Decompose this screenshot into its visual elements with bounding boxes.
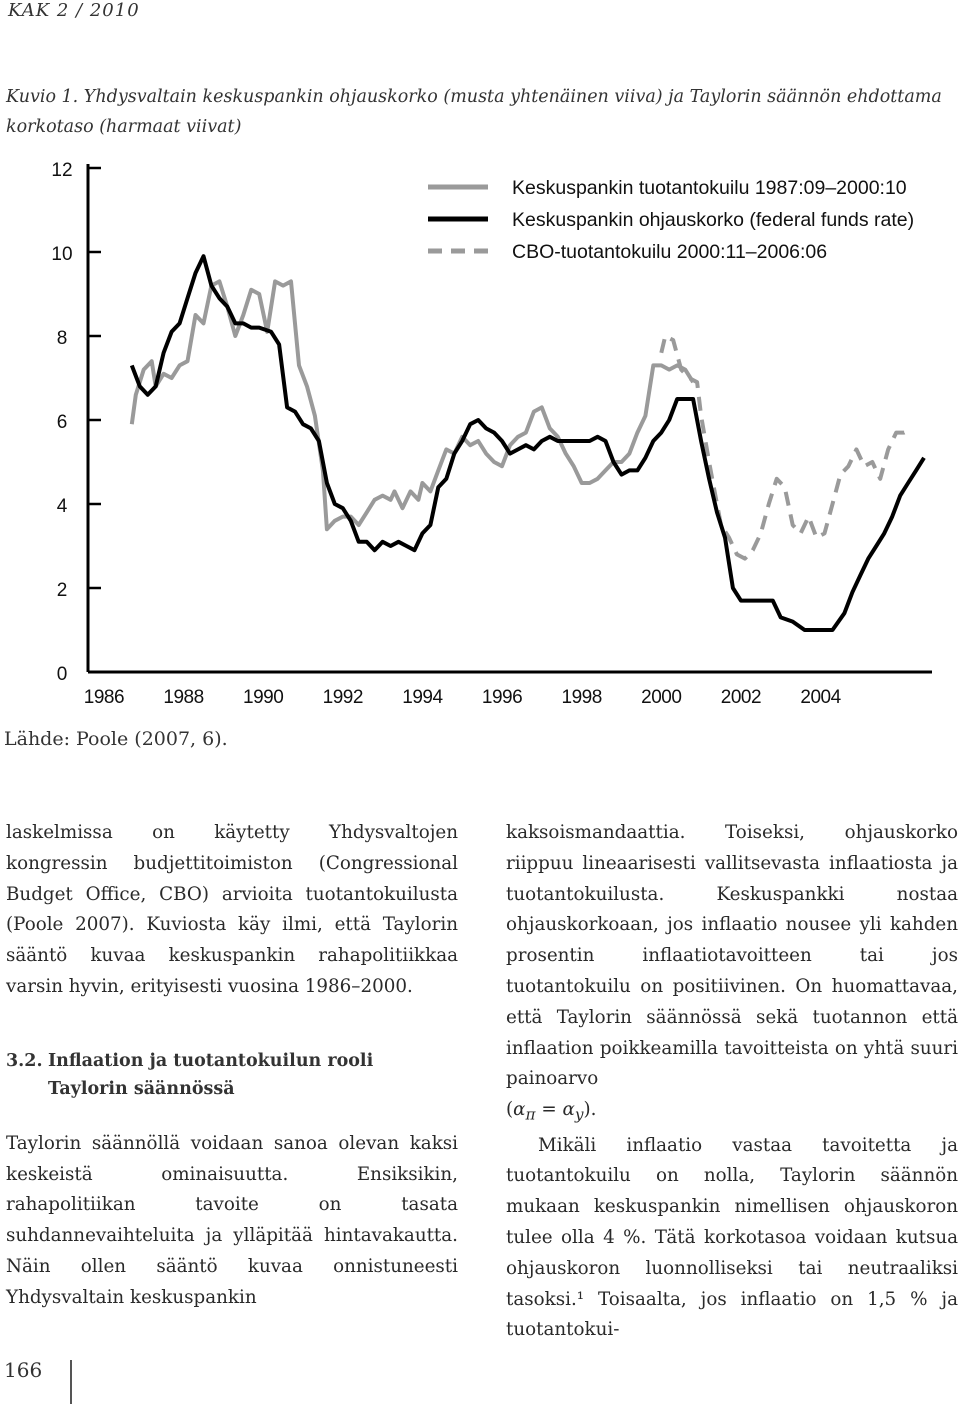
- series-line-1: [132, 281, 693, 529]
- legend-label-2: Keskuspankin ohjauskorko (federal funds rate): [512, 209, 915, 231]
- y-tick-label: 10: [51, 244, 73, 265]
- y-tick-label: 4: [56, 496, 68, 517]
- figure-source: Lähde: Poole (2007, 6).: [4, 728, 228, 750]
- paragraph: Taylorin säännöllä voidaan sanoa olevan kaksi keskeistä ominaisuutta. Ensiksikin, rahapolitiikan tavoite on tasata suhdannevaihteluita ja ylläpitää hintavakautta. Näin ollen sääntö kuvaa onnistuneesti Yhdysvaltain keskuspankin: [6, 1132, 458, 1308]
- series-line-3: [661, 336, 912, 559]
- x-tick-label: 2000: [641, 687, 682, 708]
- section-heading: [6, 1047, 458, 1103]
- formula: $(\alpha_\pi = \alpha_y)$.: [506, 1099, 597, 1124]
- figure-caption: Kuvio 1. Yhdysvaltain keskuspankin ohjauskorko (musta yhtenäinen viiva) ja Taylorin säännön ehdottama korkotaso (harmaat viivat): [6, 87, 942, 137]
- x-tick-label: 1986: [83, 687, 125, 708]
- paragraph: Mikäli inflaatio vastaa tavoitetta ja tuotantokuilu on nolla, Taylorin säännön mukaan keskuspankin nimellisen ohjauskoron tulee olla 4 %. Tätä korkotasoa voidaan kutsua ohjauskoron luonnolliseksi tai neutraaliksi tasoksi.¹ Toisaalta, jos inflaatio on 1,5 % ja tuotantokui-: [506, 1134, 958, 1341]
- text-column-right: [506, 818, 958, 1346]
- taylor-rule-line-chart: [0, 150, 960, 720]
- y-tick-label: 6: [56, 412, 68, 433]
- section-title: Inflaation ja tuotantokuilun rooli Taylorin säännössä: [48, 1050, 374, 1099]
- x-tick-label: 1996: [481, 687, 523, 708]
- text-column-left: [6, 818, 458, 1314]
- y-tick-label: 2: [56, 580, 68, 601]
- x-tick-label: 2002: [720, 687, 762, 708]
- section-number: 3.2.: [6, 1050, 43, 1071]
- y-tick-label: 8: [56, 328, 68, 349]
- y-tick-label: 12: [51, 160, 73, 181]
- footer-divider: [70, 1360, 72, 1404]
- x-tick-label: 1998: [561, 687, 602, 708]
- series-line-2: [132, 256, 924, 630]
- x-tick-label: 1994: [402, 687, 443, 708]
- x-tick-label: 2004: [800, 687, 841, 708]
- running-head: KAK 2 / 2010: [8, 0, 140, 21]
- legend-label-3: CBO-tuotantokuilu 2000:11–2006:06: [512, 241, 828, 263]
- x-tick-label: 1990: [243, 687, 284, 708]
- chart-series: [132, 256, 924, 630]
- chart-legend: [428, 177, 914, 263]
- paragraph: kaksoismandaattia. Toiseksi, ohjauskorko riippuu lineaarisesti vallitsevasta inflaatiosta ja tuotantokuilusta. Keskuspankki nostaa ohjauskorkoaan, jos inflaatio nousee yli kahden prosentin inflaatiotavoitteen tai jos tuotantokuilu on positiivinen. On huomattavaa, että Taylorin säännössä sekä tuotannon että inflaation poikkeamilla tavoitteista on yhtä suuri painoarvo: [506, 822, 958, 1090]
- page-number: 166: [4, 1358, 43, 1382]
- y-tick-label: 0: [56, 664, 68, 685]
- paragraph: laskelmissa on käytetty Yhdysvaltojen kongressin budjettitoimiston (Congressional Budget Office, CBO) arvioita tuotantokuilusta (Poole 2007). Kuviosta käy ilmi, että Taylorin sääntö kuvaa keskuspankin rahapolitiikkaa varsin hyvin, erityisesti vuosina 1986–2000.: [6, 822, 458, 997]
- x-tick-label: 1992: [322, 687, 363, 708]
- x-tick-label: 1988: [163, 687, 204, 708]
- legend-label-1: Keskuspankin tuotantokuilu 1987:09–2000:10: [512, 177, 907, 199]
